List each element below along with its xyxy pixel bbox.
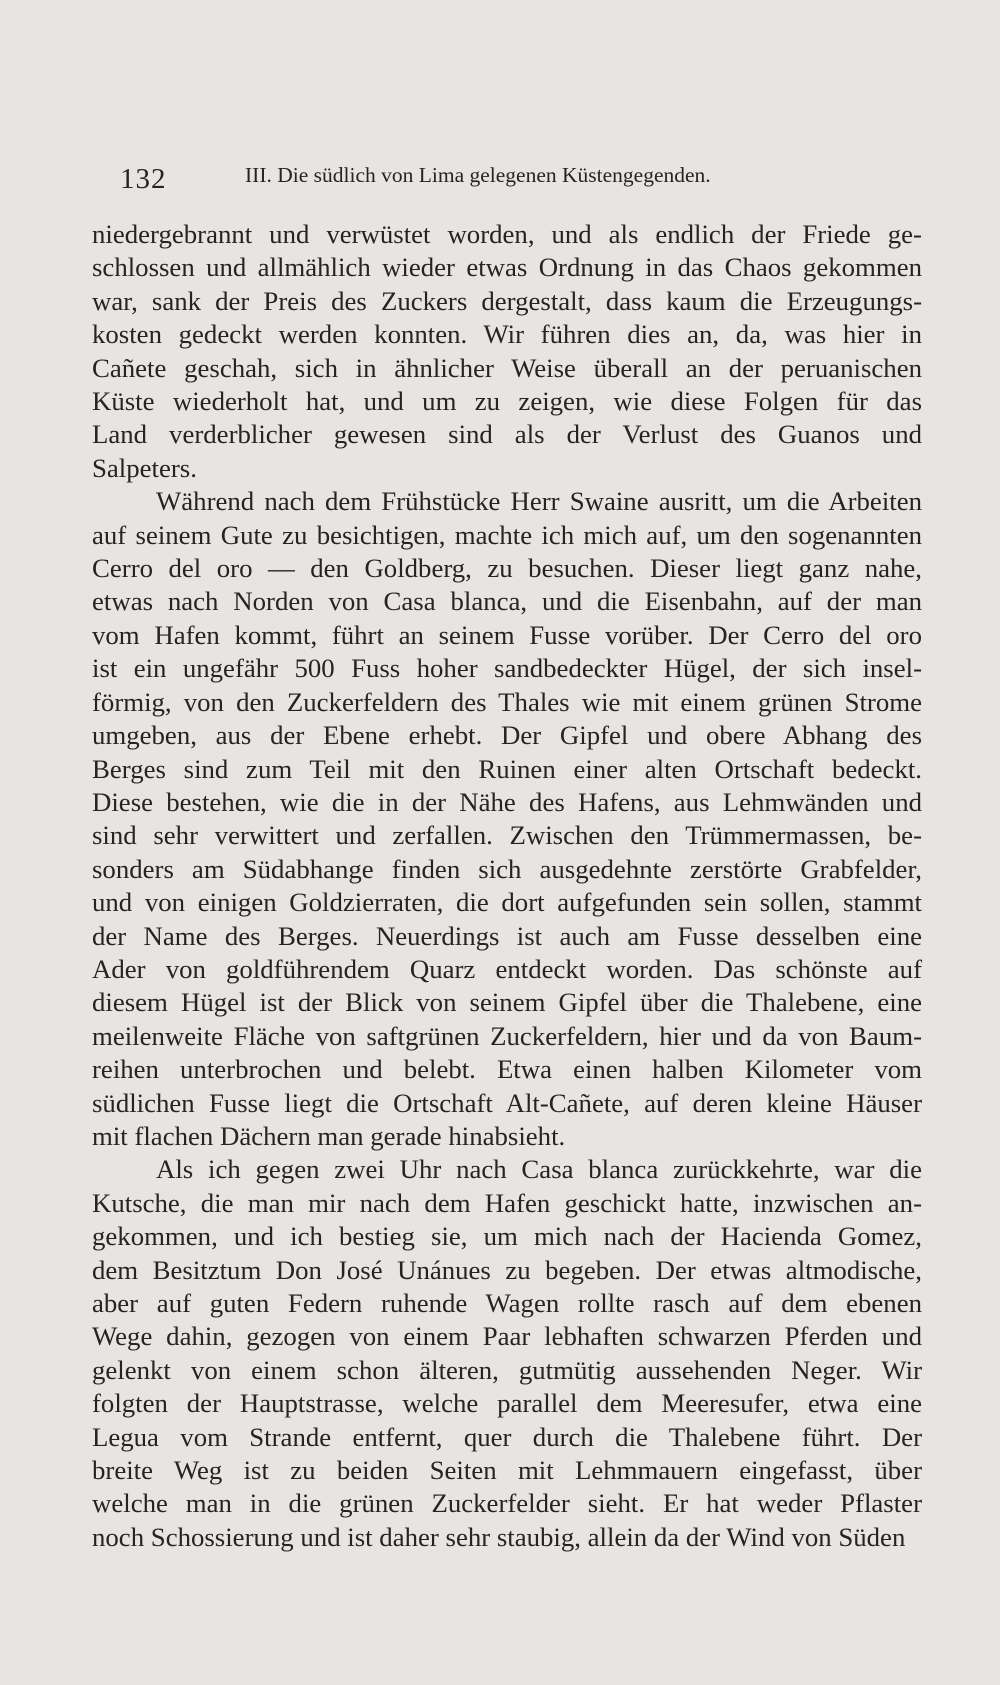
text-line: Wege dahin, gezogen von einem Paar lebhaften schwarzen Pferden und: [92, 1321, 922, 1352]
text-line: Während nach dem Frühstücke Herr Swaine ausritt, um die Arbeiten: [156, 486, 922, 517]
text-line: Cerro del oro — den Goldberg, zu besuchen. Dieser liegt ganz nahe,: [92, 553, 922, 584]
text-line: Küste wiederholt hat, und um zu zeigen, wie diese Folgen für das: [92, 386, 922, 417]
text-line: Salpeters.: [92, 452, 197, 483]
running-head: III. Die südlich von Lima gelegenen Küstengegenden.: [245, 163, 711, 187]
text-line: sonders am Südabhange finden sich ausgedehnte zerstörte Grabfelder,: [92, 853, 922, 884]
text-line: breite Weg ist zu beiden Seiten mit Lehmmauern eingefasst, über: [92, 1455, 922, 1486]
text-line: noch Schossierung und ist daher sehr staubig, allein da der Wind von Süden: [92, 1521, 906, 1552]
text-line: reihen unterbrochen und belebt. Etwa einen halben Kilometer vom: [92, 1054, 922, 1085]
text-line: war, sank der Preis des Zuckers dergestalt, dass kaum die Erzeugungs-: [92, 285, 922, 316]
text-line: aber auf guten Federn ruhende Wagen rollte rasch auf dem ebenen: [92, 1288, 922, 1318]
page-number: 132: [120, 163, 167, 195]
paragraph: [92, 218, 922, 485]
text-line: kosten gedeckt werden konnten. Wir führen dies an, da, was hier in: [92, 319, 922, 350]
text-line: auf seinem Gute zu besichtigen, machte ich mich auf, um den sogenannten: [92, 519, 922, 550]
paragraph: [92, 485, 922, 1153]
text-line: Land verderblicher gewesen sind als der Verlust des Guanos und: [92, 419, 922, 450]
text-line: Ader von goldführendem Quarz entdeckt worden. Das schönste auf: [92, 953, 922, 984]
text-line: folgten der Hauptstrasse, welche parallel dem Meeresufer, etwa eine: [92, 1388, 922, 1419]
text-line: Diese bestehen, wie die in der Nähe des Hafens, aus Lehmwänden und: [92, 786, 922, 817]
text-line: umgeben, aus der Ebene erhebt. Der Gipfel und obere Abhang des: [92, 720, 922, 751]
text-line: gelenkt von einem schon älteren, gutmütig aussehenden Neger. Wir: [92, 1354, 922, 1385]
text-line: Cañete geschah, sich in ähnlicher Weise überall an der peruanischen: [92, 352, 922, 383]
text-line: Kutsche, die man mir nach dem Hafen geschickt hatte, inzwischen an-: [92, 1187, 922, 1218]
text-line: der Name des Berges. Neuerdings ist auch am Fusse desselben eine: [92, 920, 922, 951]
text-line: südlichen Fusse liegt die Ortschaft Alt-Cañete, auf deren kleine Häuser: [92, 1087, 922, 1118]
text-line: etwas nach Norden von Casa blanca, und die Eisenbahn, auf der man: [92, 586, 922, 617]
page-header: [120, 163, 920, 203]
text-line: diesem Hügel ist der Blick von seinem Gipfel über die Thalebene, eine: [92, 987, 922, 1018]
text-line: meilenweite Fläche von saftgrünen Zuckerfeldern, hier und da von Baum-: [92, 1020, 922, 1051]
text-line: ist ein ungefähr 500 Fuss hoher sandbedeckter Hügel, der sich insel-: [92, 653, 922, 684]
text-line: Legua vom Strande entfernt, quer durch die Thalebene führt. Der: [92, 1421, 922, 1452]
text-line: sind sehr verwittert und zerfallen. Zwischen den Trümmermassen, be-: [92, 820, 922, 851]
text-line: niedergebrannt und verwüstet worden, und als endlich der Friede ge-: [92, 219, 922, 249]
text-line: dem Besitztum Don José Unánues zu begeben. Der etwas altmodische,: [92, 1254, 922, 1285]
text-line: welche man in die grünen Zuckerfelder sieht. Er hat weder Pflaster: [92, 1488, 922, 1519]
paragraph: [92, 1153, 922, 1554]
text-line: Als ich gegen zwei Uhr nach Casa blanca zurückkehrte, war die: [156, 1154, 922, 1185]
text-line: Berges sind zum Teil mit den Ruinen einer alten Ortschaft bedeckt.: [92, 753, 922, 784]
text-line: gekommen, und ich bestieg sie, um mich nach der Hacienda Gomez,: [92, 1221, 922, 1252]
text-line: förmig, von den Zuckerfeldern des Thales wie mit einem grünen Strome: [92, 686, 922, 717]
text-line: schlossen und allmählich wieder etwas Ordnung in das Chaos gekommen: [92, 252, 922, 283]
text-line: und von einigen Goldzierraten, die dort aufgefunden sein sollen, stammt: [92, 887, 922, 918]
text-line: vom Hafen kommt, führt an seinem Fusse vorüber. Der Cerro del oro: [92, 619, 922, 650]
text-line: mit flachen Dächern man gerade hinabsieht.: [92, 1120, 566, 1151]
body-text: [92, 218, 922, 1554]
